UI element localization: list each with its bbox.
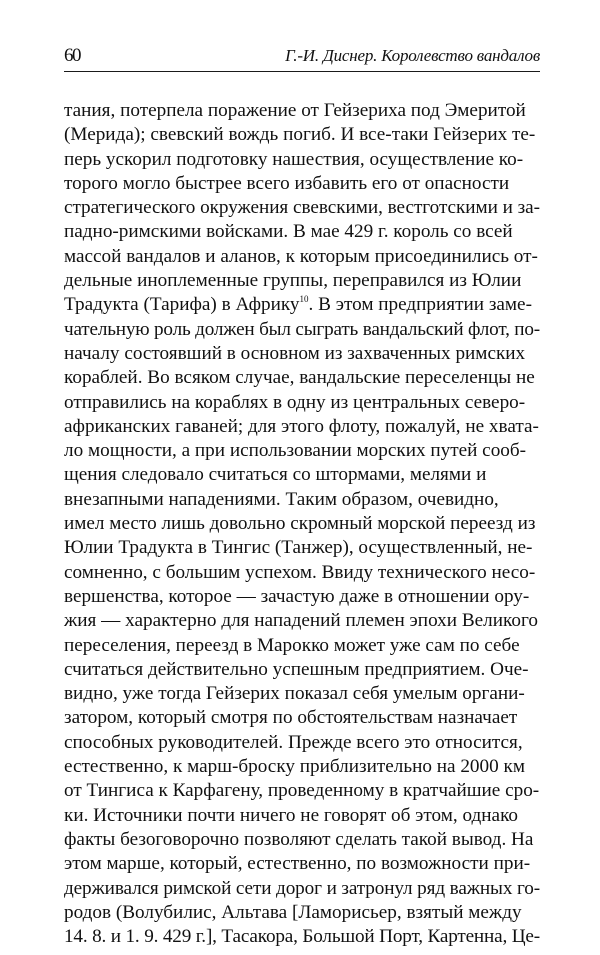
text-line: (Мерида); свевский вождь погиб. И все-таки Гейзерих те- — [64, 124, 536, 146]
text-line: способных руководителей. Прежде всего это относится, — [64, 731, 523, 753]
running-title: Г.-И. Диснер. Королевство вандалов — [285, 46, 540, 65]
text-line: сомненно, с большим успехом. Ввиду технического несо- — [64, 561, 536, 583]
body-text — [64, 99, 540, 949]
text-line: 14. 8. и 1. 9. 429 г.], Тасакора, Большой Порт, Картенна, Це- — [64, 926, 540, 948]
text-line: держивался римской сети дорог и затронул ряд важных го- — [64, 877, 540, 899]
text-line: имел место лишь довольно скромный морской переезд из — [64, 513, 536, 535]
text-line: факты безоговорочно позволяют сделать такой вывод. На — [64, 828, 534, 850]
text-line: чательную роль должен был сыграть вандальский флот, по- — [64, 318, 540, 340]
text-line: кораблей. Во всяком случае, вандальские переселенцы не — [64, 367, 535, 389]
footnote-reference: 10 — [299, 294, 309, 305]
text-line: Юлии Традукта в Тингис (Танжер), осуществленный, не- — [64, 537, 533, 559]
text-segment: . В этом предприятии заме- — [308, 294, 532, 316]
text-line: отправились на кораблях в одну из центральных северо- — [64, 391, 526, 413]
page-header — [64, 44, 540, 72]
text-line: массой вандалов и аланов, к которым присоединились от- — [64, 245, 538, 267]
text-line: переселения, переезд в Марокко может уже сам по себе — [64, 634, 520, 656]
text-line: началу состоявший в основном из захваченных римских — [64, 342, 526, 364]
text-line: ло мощности, а при использовании морских путей сооб- — [64, 440, 527, 462]
page-number: 60 — [64, 45, 80, 66]
text-line: стратегического окружения свевскими, вестготскими и за- — [64, 197, 541, 219]
text-line: щения следовало считаться со штормами, мелями и — [64, 464, 487, 486]
text-line: этом марше, который, естественно, по возможности при- — [64, 853, 531, 875]
text-line: видно, уже тогда Гейзерих показал себя умелым органи- — [64, 683, 525, 705]
text-line: торого могло быстрее всего избавить его от опасности — [64, 172, 510, 194]
text-line: считаться действительно успешным предприятием. Оче- — [64, 658, 529, 680]
text-line: ки. Источники почти ничего не говорят об этом, однако — [64, 804, 519, 826]
text-line: внезапными нападениями. Таким образом, очевидно, — [64, 488, 499, 510]
text-line: вершенства, которое — зачастую даже в отношении ору- — [64, 585, 530, 607]
text-line: от Тингиса к Карфагену, проведенному в кратчайшие сро- — [64, 780, 540, 802]
text-line: родов (Волубилис, Альтава [Ламорисьер, взятый между — [64, 901, 522, 923]
text-line: перь ускорил подготовку нашествия, осуществление ко- — [64, 148, 524, 170]
text-line: жия — характерно для нападений племен эпохи Великого — [64, 610, 538, 632]
text-line-with-footnote — [64, 293, 540, 317]
text-line: дельные иноплеменные группы, переправился из Юлии — [64, 270, 522, 292]
text-line: тания, потерпела поражение от Гейзериха под Эмеритой — [64, 100, 526, 121]
text-line: падно-римскими войсками. В мае 429 г. король со всей — [64, 221, 513, 243]
text-line: естественно, к марш-броску приблизительно на 2000 км — [64, 756, 525, 778]
text-line: африканских гаваней; для этого флоту, пожалуй, не хвата- — [64, 415, 539, 437]
text-segment: Традукта (Тарифа) в Африку — [64, 294, 300, 316]
text-line: затором, который смотря по обстоятельствам назначает — [64, 707, 518, 729]
